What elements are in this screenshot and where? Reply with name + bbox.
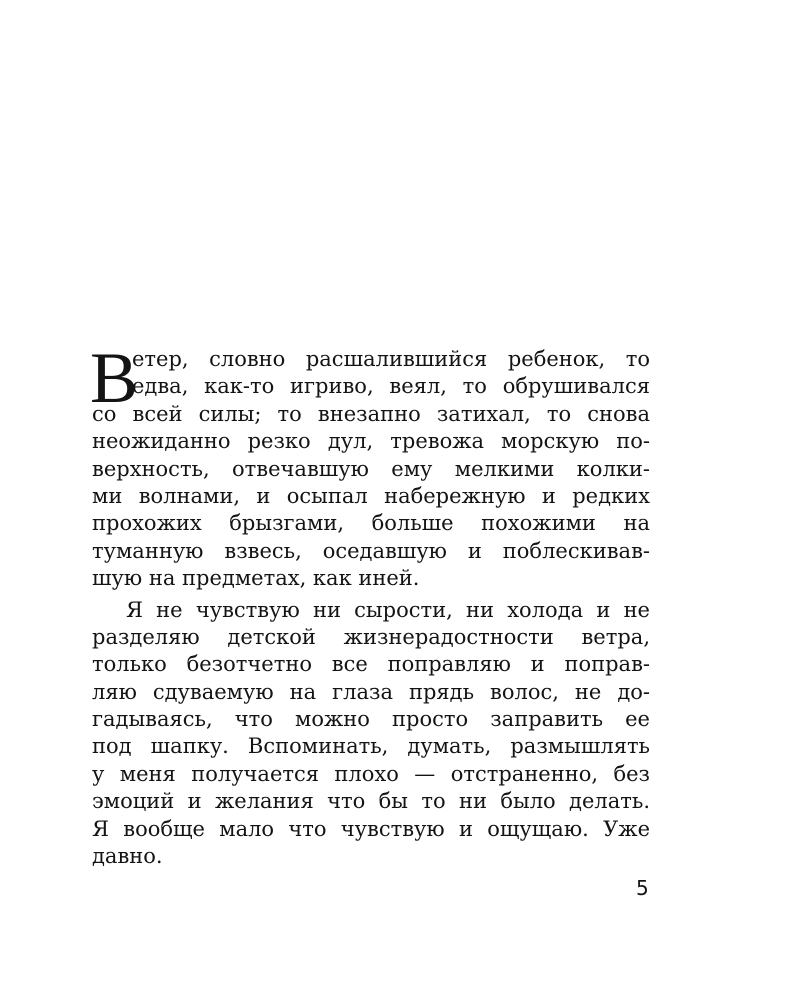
text-line: только безотчетно все поправляю и поправ- [92,652,650,677]
text-line: Я вообще мало что чувствую и ощущаю. Уже [92,816,650,841]
text-line: верхность, отвечавшую ему мелкими колки- [92,456,650,481]
text-line: давно. [92,844,163,869]
text-line: етер, словно расшалившийся ребенок, то [132,347,650,371]
text-line: разделяю детской жизнерадостности ветра, [92,624,650,649]
text-line: эмоций и желания что бы то ни было делать. [92,789,650,814]
text-line: Я не чувствую ни сырости, ни холода и не [126,597,650,622]
text-line: туманную взвесь, оседавшую и поблескивав- [92,538,650,563]
text-line: неожиданно резко дул, тревожа морскую по- [92,429,650,454]
paragraph-2 [92,597,650,871]
text-line: гадываясь, что можно просто заправить ее [92,707,650,732]
drop-cap: В [90,338,139,418]
page-number: 5 [636,876,649,900]
text-line: у меня получается плохо — отстраненно, без [92,761,650,786]
paragraph-1 [92,346,650,593]
text-line: едва, как-то игриво, веял, то обрушивался [132,374,650,399]
text-line: ми волнами, и осыпал набережную и редких [92,483,650,508]
text-line: прохожих брызгами, больше похожими на [92,511,650,536]
text-line: со всей силы; то внезапно затихал, то снова [92,401,650,426]
text-line: ляю сдуваемую на глаза прядь волос, не до- [92,679,650,704]
text-line: под шапку. Вспоминать, думать, размышлять [92,734,650,759]
body-text [90,338,650,870]
text-line: шую на предметах, как иней. [92,566,420,591]
